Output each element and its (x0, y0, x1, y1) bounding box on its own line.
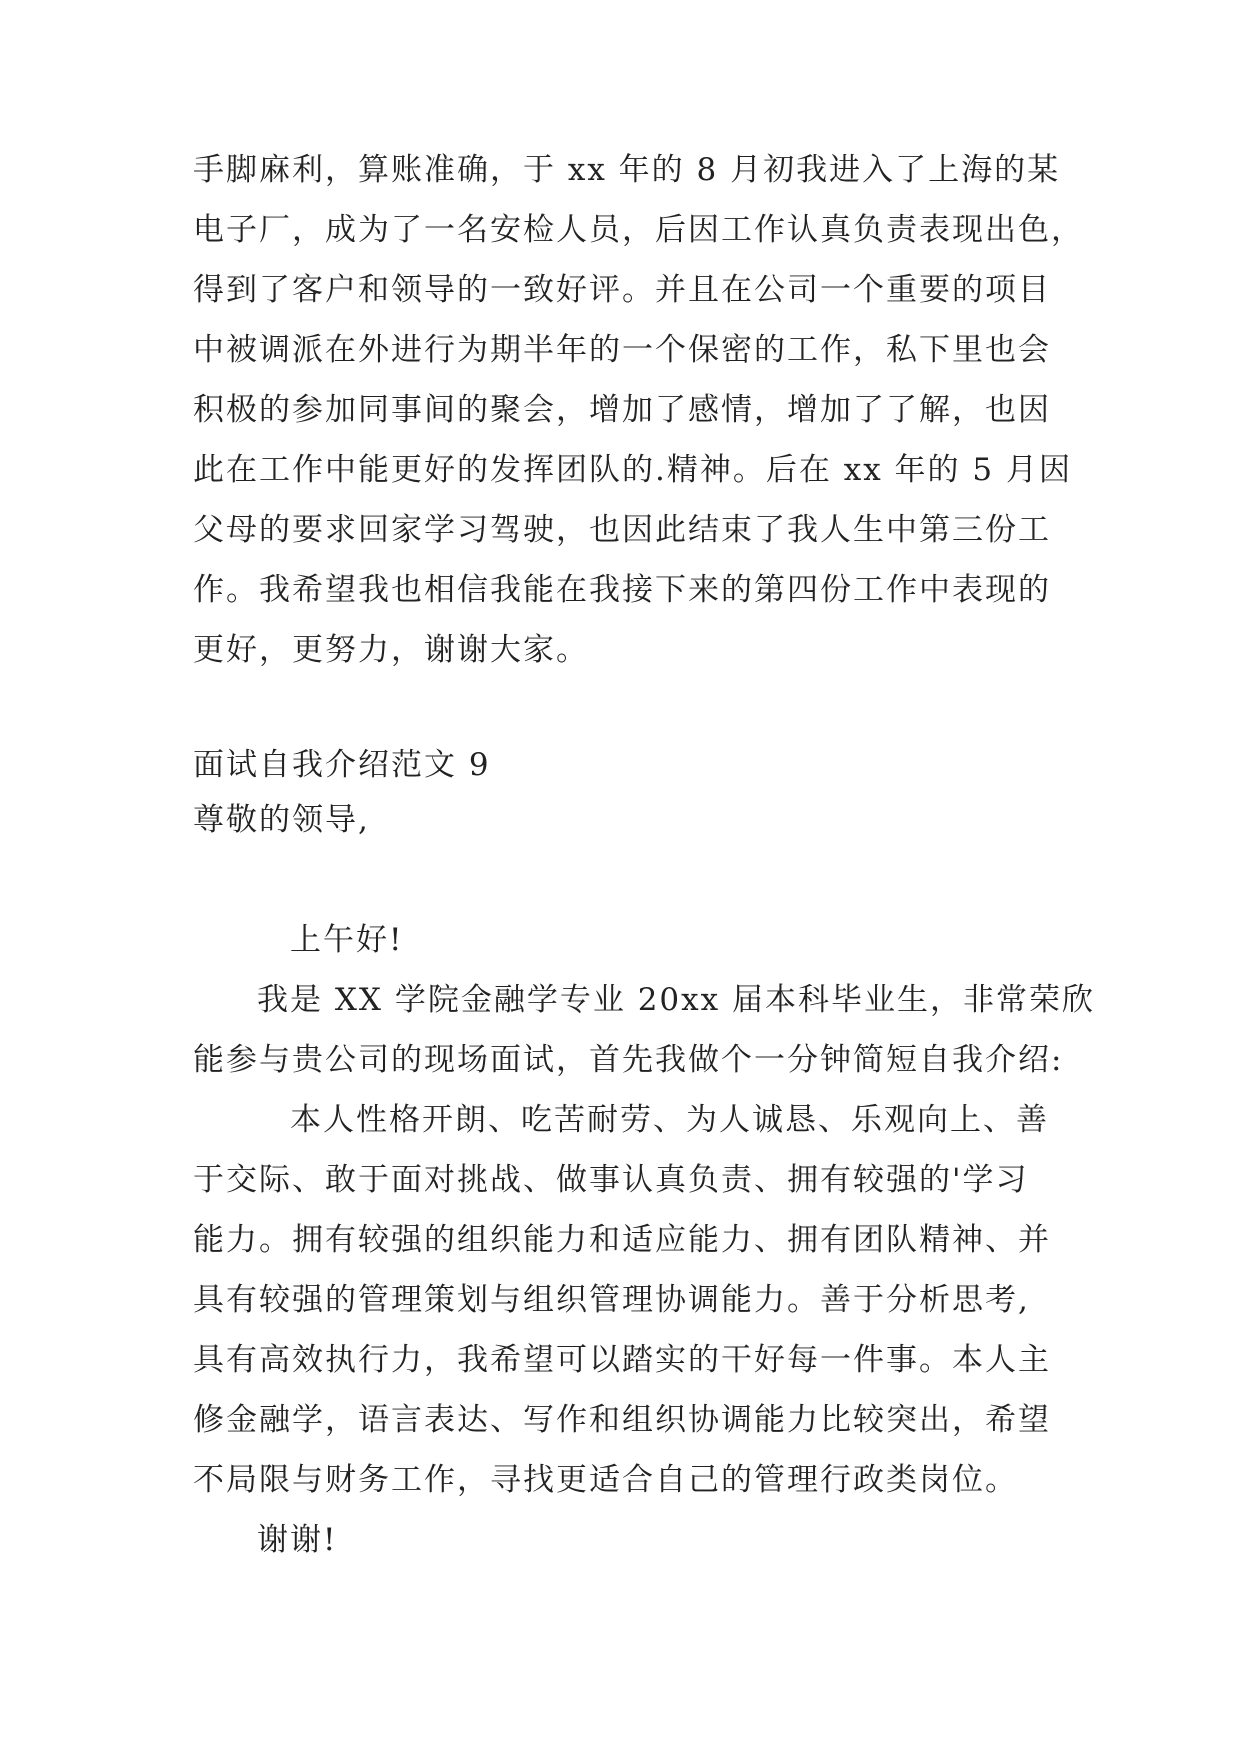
greeting: 上午好! (290, 922, 404, 958)
salutation: 尊敬的领导, (193, 802, 370, 838)
text-line: 于交际、敢于面对挑战、做事认真负责、拥有较强的'学习 (193, 1162, 1029, 1198)
text-line: 更好，更努力，谢谢大家。 (193, 632, 589, 668)
text-line: 能参与贵公司的现场面试，首先我做个一分钟简短自我介绍: (193, 1042, 1064, 1078)
text-line: 修金融学，语言表达、写作和组织协调能力比较突出，希望 (193, 1402, 1051, 1438)
text-line: 不局限与财务工作，寻找更适合自己的管理行政类岗位。 (193, 1462, 1018, 1498)
text-line: 能力。拥有较强的组织能力和适应能力、拥有团队精神、并 (193, 1222, 1051, 1258)
text-line: 作。我希望我也相信我能在我接下来的第四份工作中表现的 (193, 572, 1051, 608)
text-line: 具有较强的管理策划与组织管理协调能力。善于分析思考, (193, 1282, 1030, 1318)
text-line: 具有高效执行力，我希望可以踏实的干好每一件事。本人主 (193, 1342, 1051, 1378)
text-line: 此在工作中能更好的发挥团队的.精神。后在 xx 年的 5 月因 (193, 452, 1072, 488)
closing: 谢谢! (257, 1522, 338, 1558)
text-line: 手脚麻利，算账准确，于 xx 年的 8 月初我进入了上海的某 (193, 152, 1061, 188)
section-title: 面试自我介绍范文 9 (193, 747, 491, 783)
text-line: 积极的参加同事间的聚会，增加了感情，增加了了解，也因 (193, 392, 1051, 428)
text-line: 得到了客户和领导的一致好评。并且在公司一个重要的项目 (193, 272, 1051, 308)
text-line: 中被调派在外进行为期半年的一个保密的工作，私下里也会 (193, 332, 1051, 368)
text-line: 我是 XX 学院金融学专业 20xx 届本科毕业生，非常荣欣 (257, 982, 1095, 1018)
text-line: 电子厂，成为了一名安检人员，后因工作认真负责表现出色， (193, 212, 1084, 248)
text-line: 本人性格开朗、吃苦耐劳、为人诚恳、乐观向上、善 (290, 1102, 1049, 1138)
text-line: 父母的要求回家学习驾驶，也因此结束了我人生中第三份工 (193, 512, 1051, 548)
